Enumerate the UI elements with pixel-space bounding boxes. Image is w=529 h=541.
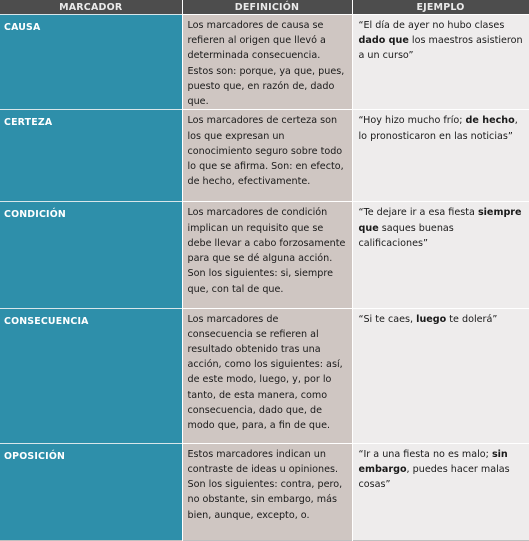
- marker-example: [352, 308, 529, 443]
- example-marker: siempre que: [358, 207, 522, 234]
- example-marker: de hecho: [465, 115, 515, 127]
- table-row: [0, 308, 529, 443]
- marker-term: CONSECUENCIA: [0, 308, 182, 443]
- header-marcador: MARCADOR: [0, 0, 182, 15]
- example-text: saques buenas calificaciones”: [358, 222, 454, 249]
- table-row: [0, 110, 529, 202]
- header-row: [0, 0, 529, 15]
- example-text: “Hoy hizo mucho frío;: [358, 115, 466, 127]
- header-definicion: DEFINICIÓN: [182, 0, 352, 15]
- marker-term: CONDICIÓN: [0, 202, 182, 308]
- example-marker: dado que: [358, 35, 409, 47]
- example-marker: luego: [416, 313, 447, 325]
- marker-definition: Los marcadores de consecuencia se refieren al resultado obtenido tras una acción, como los siguientes: así, de este modo, luego, y, por lo tanto, de esta manera, como consecuencia, dado que, de modo que, para, a fin de que.: [182, 308, 352, 443]
- table-row: [0, 202, 529, 308]
- header-ejemplo: EJEMPLO: [352, 0, 529, 15]
- marker-example: [352, 110, 529, 202]
- table-row: [0, 15, 529, 110]
- marker-definition: Los marcadores de causa se refieren al origen que llevó a determinada consecuencia. Estos son: porque, ya que, pues, puesto que, en razón de, dado que.: [182, 15, 352, 110]
- example-text: “Ir a una fiesta no es malo;: [358, 448, 492, 460]
- example-text: “Te dejare ir a esa fiesta: [358, 207, 478, 219]
- example-marker: sin embargo: [358, 448, 508, 476]
- marker-definition: Los marcadores de condición implican un requisito que se debe llevar a cabo forzosamente para que se dé alguna acción. Son los siguientes: si, siempre que, con tal de que.: [182, 202, 352, 308]
- marker-definition: Estos marcadores indican un contraste de ideas u opiniones. Son los siguientes: contra, pero, no obstante, sin embargo, más bien, aunque, excepto, o.: [182, 443, 352, 540]
- marker-term: CERTEZA: [0, 110, 182, 202]
- marker-definition: Los marcadores de certeza son los que expresan un conocimiento seguro sobre todo lo que se afirma. Son: en efecto, de hecho, efectivamente.: [182, 110, 352, 202]
- marker-term: CAUSA: [0, 15, 182, 110]
- marker-example: [352, 15, 529, 110]
- example-text: te dolerá”: [446, 313, 498, 325]
- example-text: “Si te caes,: [358, 313, 417, 325]
- example-text: los maestros asistieron a un curso”: [358, 35, 523, 62]
- marker-example: [352, 443, 529, 540]
- marker-term: OPOSICIÓN: [0, 443, 182, 540]
- example-text: “El día de ayer no hubo clases: [358, 20, 505, 31]
- example-text: , puedes hacer malas cosas”: [358, 464, 510, 491]
- table-row: [0, 443, 529, 540]
- marker-example: [352, 202, 529, 308]
- example-text: , lo pronosticaron en las noticias”: [358, 115, 518, 142]
